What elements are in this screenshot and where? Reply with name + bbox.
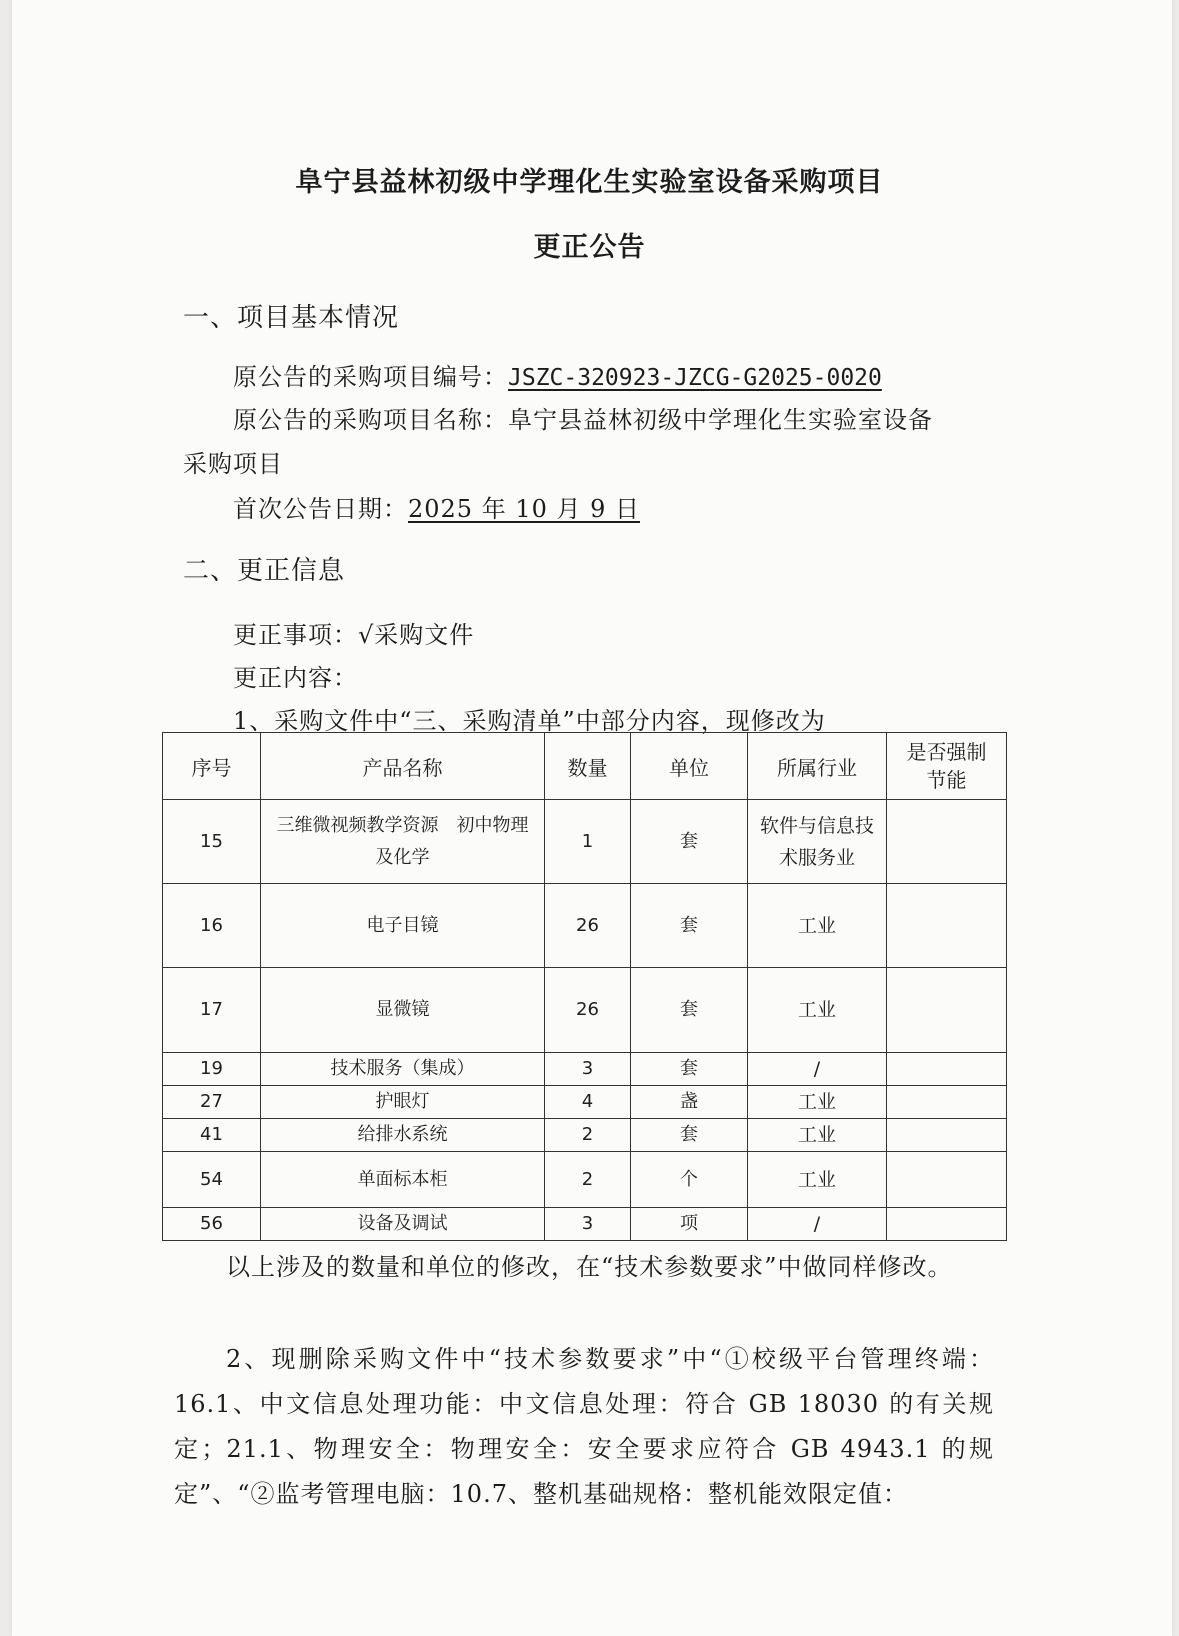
cell-no: 15 — [163, 800, 261, 884]
cell-unit: 套 — [631, 968, 748, 1053]
section-1-heading: 一、项目基本情况 — [183, 303, 400, 333]
table-row — [163, 1086, 1007, 1119]
cell-industry: 工业 — [748, 1152, 887, 1208]
header-cell: 序号 — [163, 733, 261, 800]
cell-energy — [887, 1086, 1007, 1119]
cell-no: 16 — [163, 884, 261, 968]
correction-item-value: √采购文件 — [358, 621, 475, 649]
first-date-value: 2025 年 10 月 9 日 — [408, 495, 641, 523]
cell-name: 单面标本柜 — [261, 1152, 545, 1208]
cell-name: 技术服务（集成） — [261, 1053, 545, 1086]
cell-unit: 套 — [631, 1053, 748, 1086]
cell-unit: 套 — [631, 884, 748, 968]
cell-industry: 工业 — [748, 884, 887, 968]
cell-qty: 4 — [545, 1086, 631, 1119]
cell-qty: 2 — [545, 1119, 631, 1152]
table-row — [163, 1208, 1007, 1241]
cell-energy — [887, 800, 1007, 884]
cell-energy — [887, 1119, 1007, 1152]
procurement-list-table — [162, 732, 1007, 1241]
cell-industry: / — [748, 1053, 887, 1086]
cell-unit: 套 — [631, 800, 748, 884]
cell-name: 电子目镜 — [261, 884, 545, 968]
header-cell: 是否强制节能 — [887, 733, 1007, 800]
cell-qty: 26 — [545, 884, 631, 968]
project-name-label-text: 原公告的采购项目名称： — [233, 406, 508, 434]
table-row — [163, 968, 1007, 1053]
project-number-label: 原公告的采购项目编号： — [233, 363, 508, 391]
correction-item-label: 更正事项： — [233, 621, 358, 649]
cell-no: 54 — [163, 1152, 261, 1208]
after-table-note: 以上涉及的数量和单位的修改，在“技术参数要求”中做同样修改。 — [226, 1253, 953, 1281]
cell-no: 17 — [163, 968, 261, 1053]
point-1-text: 1、采购文件中“三、采购清单”中部分内容，现修改为 — [233, 707, 826, 735]
correction-content-label: 更正内容： — [233, 664, 358, 692]
cell-unit: 项 — [631, 1208, 748, 1241]
correction-item-line — [233, 615, 474, 650]
table-row — [163, 800, 1007, 884]
point-2-text: 2、现删除采购文件中“技术参数要求”中“①校级平台管理终端：16.1、中文信息处理功能：中文信息处理：符合 GB 18030 的有关规定；21.1、物理安全：物理安全：安全要求应符合 GB 4943.1 的规定”、“②监考管理电脑：10.7、整机基础规格：整机能效限定值： — [174, 1345, 994, 1508]
cell-name: 显微镜 — [261, 968, 545, 1053]
cell-industry: 工业 — [748, 1119, 887, 1152]
header-cell: 产品名称 — [261, 733, 545, 800]
cell-energy — [887, 884, 1007, 968]
project-name-continued: 采购项目 — [183, 450, 283, 478]
cell-qty: 26 — [545, 968, 631, 1053]
cell-no: 56 — [163, 1208, 261, 1241]
table-row — [163, 1053, 1007, 1086]
cell-industry: 软件与信息技术服务业 — [748, 800, 887, 884]
table-row — [163, 1152, 1007, 1208]
cell-energy — [887, 1152, 1007, 1208]
cell-name: 给排水系统 — [261, 1119, 545, 1152]
cell-industry: / — [748, 1208, 887, 1241]
cell-unit: 盏 — [631, 1086, 748, 1119]
project-number-value: JSZC-320923-JZCG-G2025-0020 — [508, 365, 882, 391]
cell-energy — [887, 1208, 1007, 1241]
cell-energy — [887, 968, 1007, 1053]
project-number-line — [233, 357, 882, 392]
cell-industry: 工业 — [748, 968, 887, 1053]
table-row — [163, 1119, 1007, 1152]
table-header-row — [163, 733, 1007, 800]
section-2-heading: 二、更正信息 — [183, 556, 346, 586]
cell-industry: 工业 — [748, 1086, 887, 1119]
project-name-label — [233, 400, 933, 435]
cell-qty: 2 — [545, 1152, 631, 1208]
project-name-value: 阜宁县益林初级中学理化生实验室设备 — [508, 406, 933, 434]
header-cell: 数量 — [545, 733, 631, 800]
cell-qty: 3 — [545, 1053, 631, 1086]
cell-unit: 套 — [631, 1119, 748, 1152]
header-cell: 所属行业 — [748, 733, 887, 800]
cell-qty: 1 — [545, 800, 631, 884]
cell-unit: 个 — [631, 1152, 748, 1208]
cell-no: 19 — [163, 1053, 261, 1086]
first-date-line — [233, 489, 640, 524]
table-row — [163, 884, 1007, 968]
cell-qty: 3 — [545, 1208, 631, 1241]
first-date-label: 首次公告日期： — [233, 495, 408, 523]
cell-no: 27 — [163, 1086, 261, 1119]
cell-energy — [887, 1053, 1007, 1086]
cell-name: 护眼灯 — [261, 1086, 545, 1119]
document-subtitle: 更正公告 — [533, 232, 646, 263]
cell-name: 三维微视频教学资源 初中物理及化学 — [261, 800, 545, 884]
header-cell: 单位 — [631, 733, 748, 800]
cell-name: 设备及调试 — [261, 1208, 545, 1241]
cell-no: 41 — [163, 1119, 261, 1152]
document-title: 阜宁县益林初级中学理化生实验室设备采购项目 — [295, 167, 884, 198]
